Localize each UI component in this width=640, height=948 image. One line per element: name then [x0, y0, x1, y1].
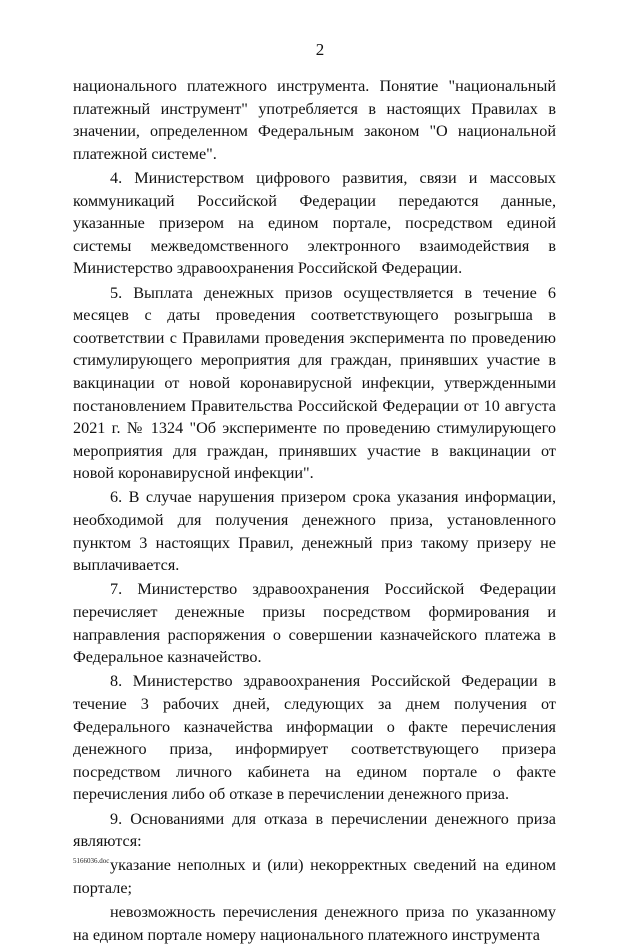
paragraph-refusal-ground-2: невозможность перечисления денежного приза по указанному на едином портале номеру национального платежного инструмента [73, 903, 556, 944]
paragraph-item-4: 4. Министерством цифрового развития, связи и массовых коммуникаций Российской Федерации передаются данные, указанные призером на едином портале, посредством единой системы межведомственного электронного взаимодействия в Министерство здравоохранения Российской Федерации. [73, 168, 556, 278]
document-file-code: 5166036.doc [73, 857, 110, 865]
page-number: 2 [315, 40, 325, 59]
paragraph-item-5: 5. Выплата денежных призов осуществляется в течение 6 месяцев с даты проведения соответствующего розыгрыша в соответствии с Правилами проведения эксперимента по проведению стимулирующего мероприятия для граждан, принявших участие в вакцинации от новой коронавирусной инфекции, утвержденными постановлением Правительства Российской Федерации от 10 августа 2021 г. № 1324 "Об эксперименте по проведению стимулирующего мероприятия для граждан, принявших участие в вакцинации от новой коронавирусной инфекции". [73, 283, 556, 483]
paragraph-continuation: национального платежного инструмента. Понятие "национальный платежный инструмент" употребляется в настоящих Правилах в значении, определенном Федеральным законом "О национальной платежной системе". [73, 77, 556, 163]
paragraph-item-8: 8. Министерство здравоохранения Российской Федерации в течение 3 рабочих дней, следующих за днем получения от Федерального казначейства информации о факте перечисления денежного приза, информирует соответствующего призера посредством личного кабинета на едином портале о факте перечисления либо об отказе в перечислении денежного приза. [73, 672, 556, 804]
paragraph-item-6: 6. В случае нарушения призером срока указания информации, необходимой для получения денежного приза, установленного пунктом 3 настоящих Правил, денежный приз такому призеру не выплачивается. [73, 488, 556, 575]
paragraph-item-7: 7. Министерство здравоохранения Российской Федерации перечисляет денежные призы посредством формирования и направления распоряжения о совершении казначейского платежа в Федеральное казначейство. [73, 580, 556, 667]
paragraph-refusal-ground-1: указание неполных и (или) некорректных сведений на едином портале; [73, 856, 556, 897]
document-body [73, 75, 556, 948]
paragraph-item-9: 9. Основаниями для отказа в перечислении денежного приза являются: [73, 809, 556, 851]
